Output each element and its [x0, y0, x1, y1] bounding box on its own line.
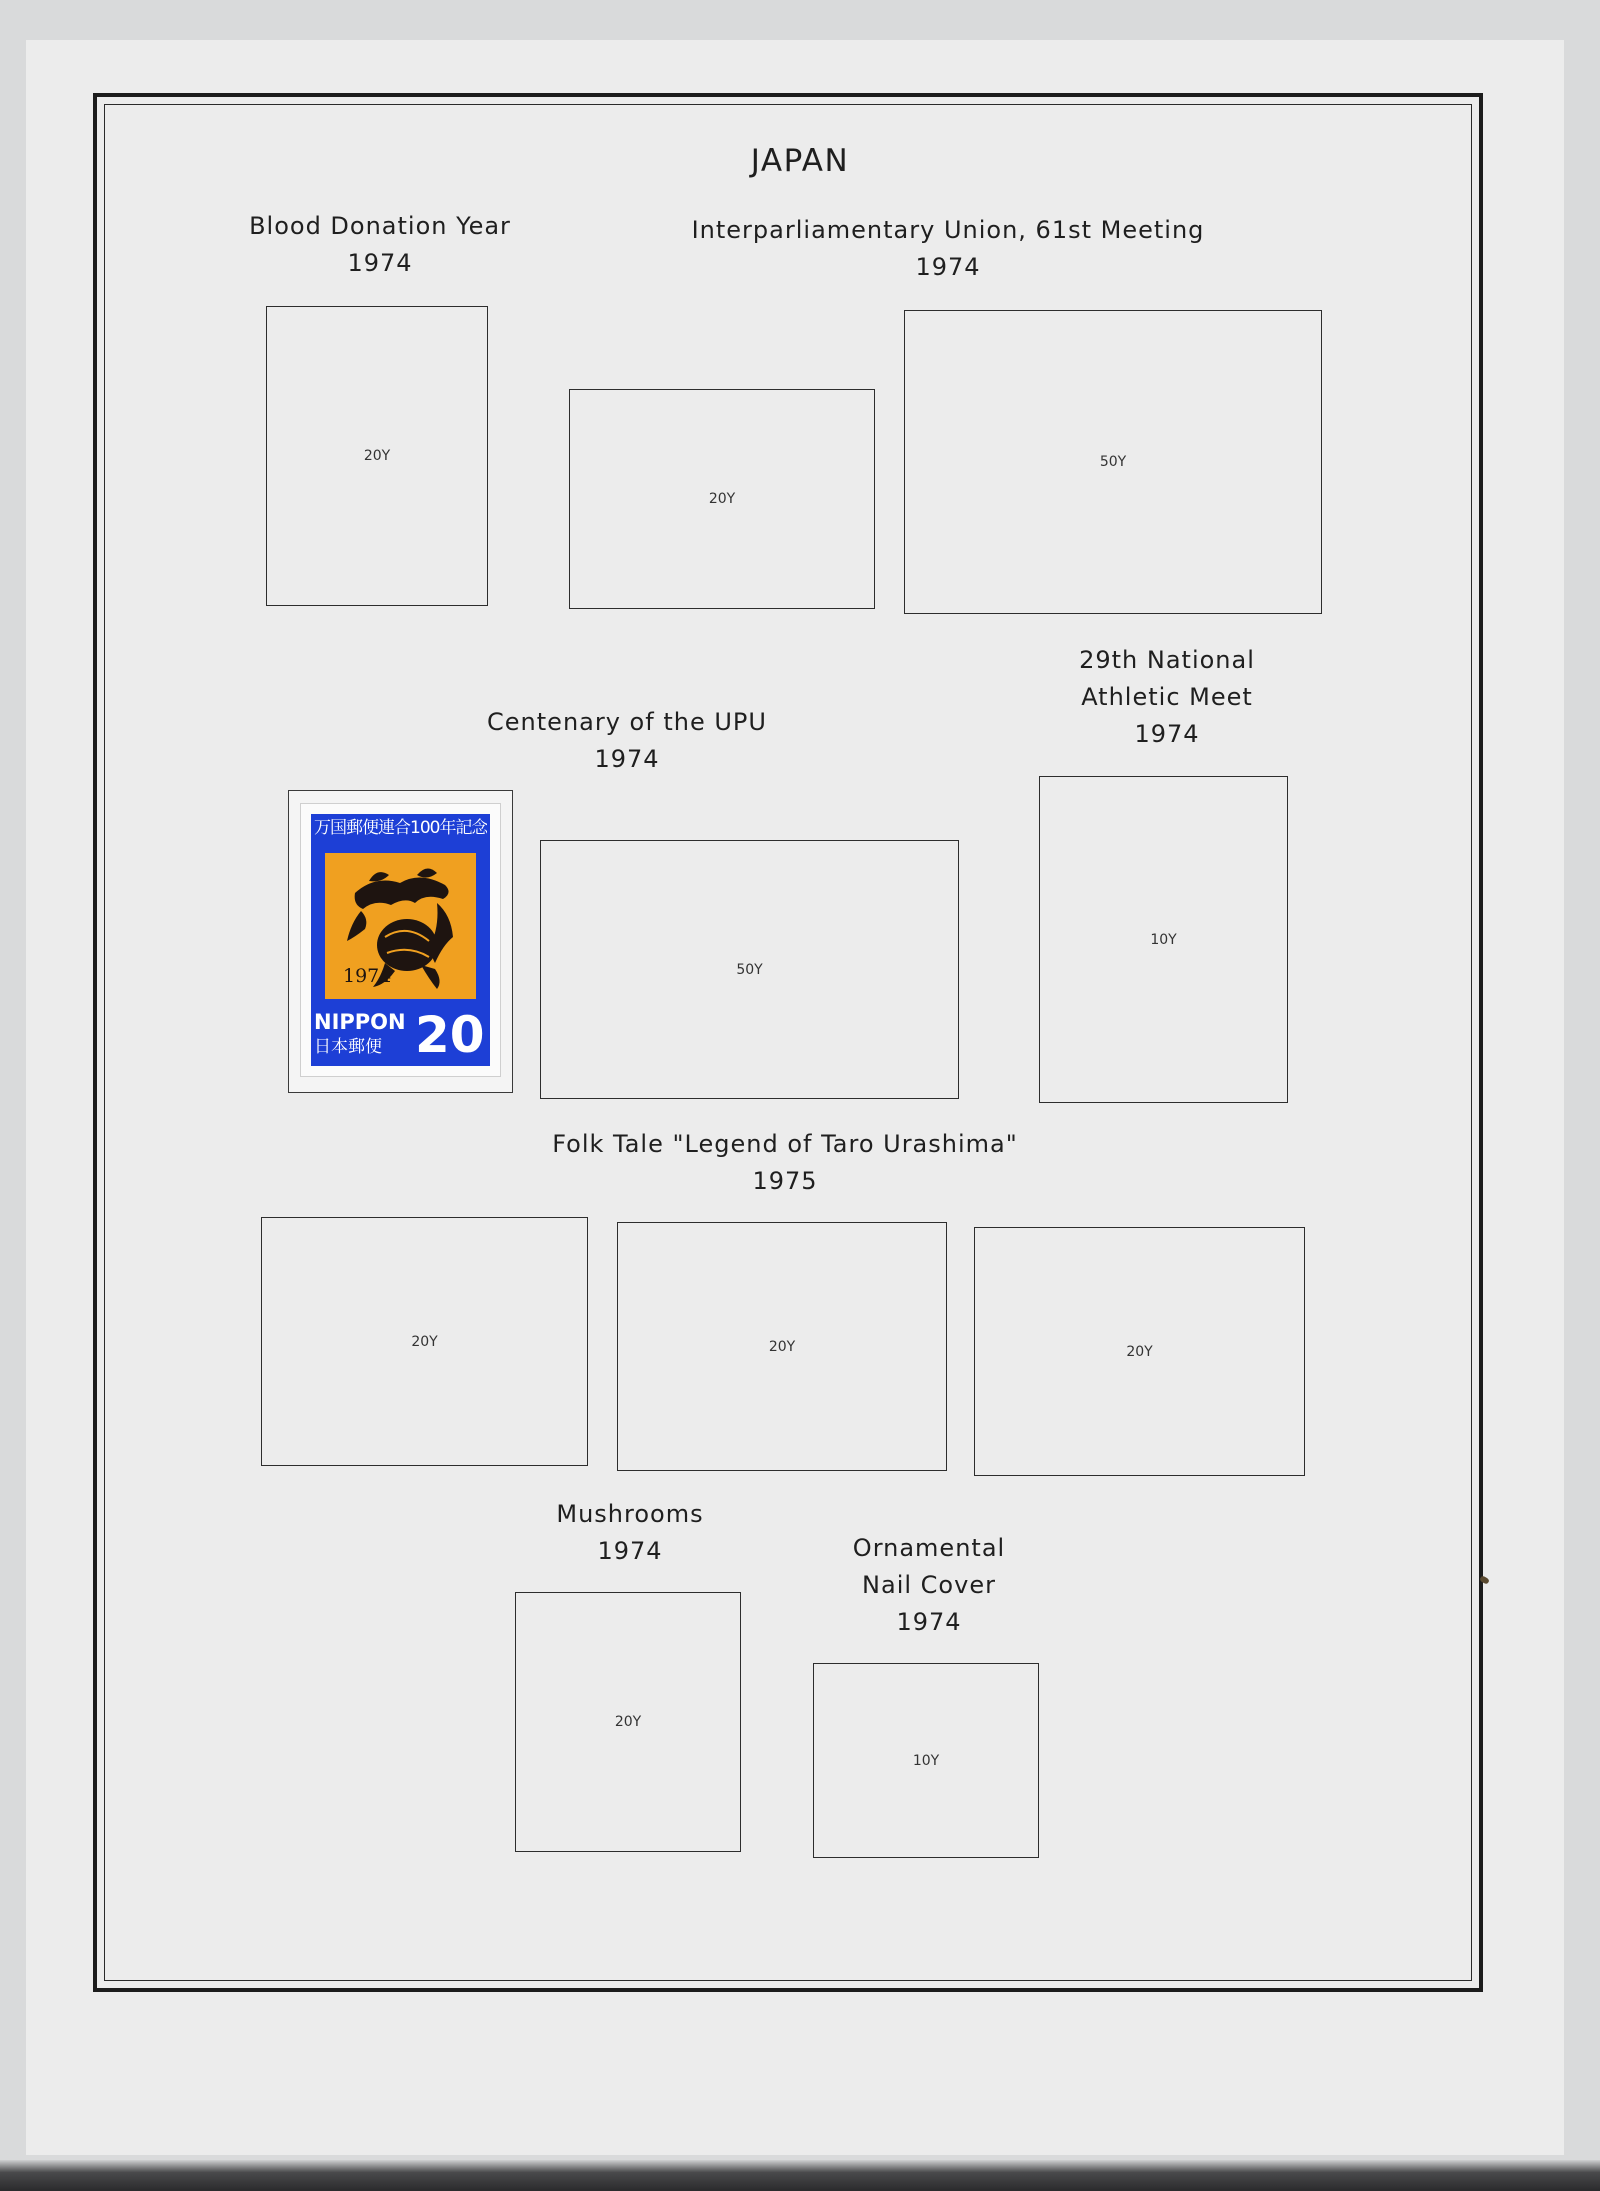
section-title-nail-cover [809, 1530, 1049, 1641]
page-title: JAPAN [750, 143, 850, 179]
face-value: 20Y [614, 1714, 642, 1730]
upu-stamp [301, 804, 500, 1076]
stamp-space [974, 1227, 1305, 1476]
face-value: 20Y [411, 1333, 438, 1350]
face-value: 20Y [708, 491, 736, 507]
stamp-space [617, 1222, 947, 1471]
stamp-space [813, 1663, 1039, 1858]
section-name: Centenary of the UPU [487, 708, 767, 736]
section-year: 1974 [915, 253, 981, 281]
face-value: 50Y [1099, 454, 1127, 470]
face-value: 10Y [1150, 931, 1177, 948]
section-year: 1974 [347, 249, 413, 277]
section-title-mushrooms [510, 1496, 750, 1570]
stamp-space [515, 1592, 741, 1852]
face-value: 10Y [912, 1752, 940, 1769]
stamp-space [1039, 776, 1288, 1103]
face-value: 20Y [1126, 1343, 1153, 1360]
section-year: 1974 [594, 745, 660, 773]
stamp-panel [325, 853, 476, 999]
section-title-folk-tale [485, 1126, 1085, 1200]
stamp-inscription: 万国郵便連合100年記念 [314, 818, 487, 838]
section-year: 1974 [896, 1608, 962, 1636]
stamp-country-kanji: 日本郵便 [314, 1037, 382, 1057]
stamp-space [261, 1217, 588, 1466]
section-year: 1975 [752, 1167, 818, 1195]
section-title-interparliamentary [648, 212, 1248, 286]
face-value: 20Y [768, 1338, 796, 1355]
stamp-country: NIPPON [314, 1010, 406, 1034]
stamp-space [904, 310, 1322, 614]
stamp-frame [311, 814, 490, 1066]
section-name-line1: 29th National [1079, 646, 1255, 674]
section-title-blood-donation [230, 208, 530, 282]
section-name-line2: Nail Cover [862, 1571, 996, 1599]
face-value: 50Y [736, 961, 763, 978]
section-name-line2: Athletic Meet [1081, 683, 1253, 711]
section-name-line1: Ornamental [852, 1534, 1006, 1562]
section-name: Blood Donation Year [249, 212, 511, 240]
section-year: 1974 [1134, 720, 1200, 748]
section-name: Mushrooms [556, 1500, 704, 1528]
stamp-space [266, 306, 488, 606]
section-year: 1974 [597, 1537, 663, 1565]
section-name: Folk Tale "Legend of Taro Urashima" [552, 1130, 1018, 1158]
stamp-denomination: 20 [415, 1006, 485, 1064]
section-title-athletic [1017, 642, 1317, 753]
section-title-upu [427, 704, 827, 778]
stamp-mount [288, 790, 513, 1093]
page-edge-shadow [0, 2160, 1600, 2191]
stamp-space [540, 840, 959, 1099]
face-value: 20Y [363, 448, 391, 464]
stamp-year: 1974 [343, 965, 392, 987]
stamp-space [569, 389, 875, 609]
section-name: Interparliamentary Union, 61st Meeting [691, 216, 1205, 244]
